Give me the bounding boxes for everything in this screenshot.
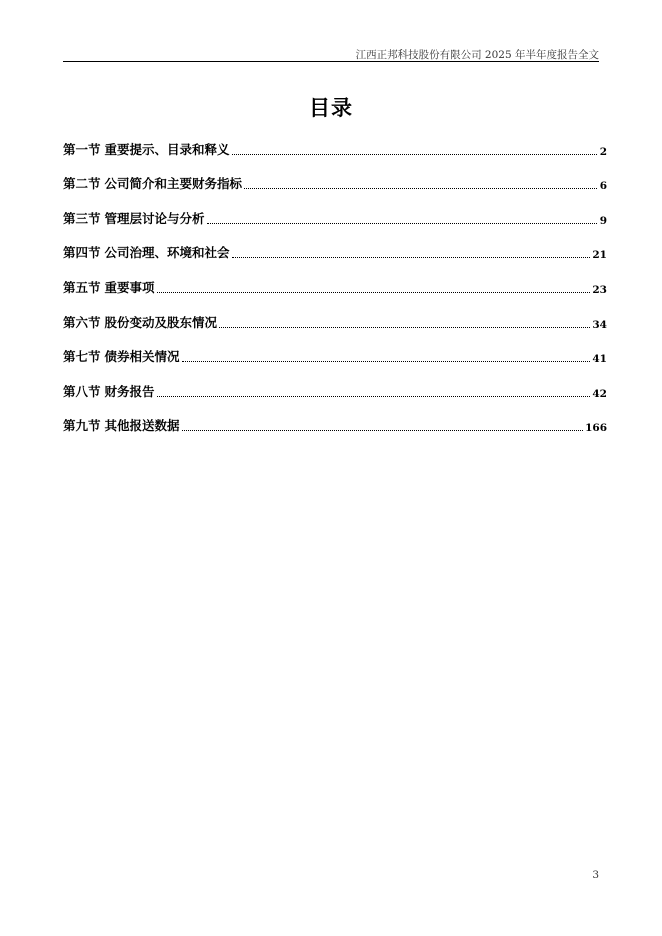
toc-section-name: 管理层讨论与分析	[104, 210, 205, 226]
toc-section-name: 重要提示、目录和释义	[104, 141, 230, 157]
page-number: 3	[592, 869, 599, 881]
toc-entry-label	[63, 347, 180, 365]
toc-section-number: 第九节	[63, 418, 101, 434]
toc-entry-label	[63, 278, 155, 296]
toc-entry[interactable]	[63, 162, 607, 197]
dot-leader	[182, 430, 584, 431]
toc-entry[interactable]	[63, 196, 607, 231]
toc-entry-label	[63, 174, 242, 192]
dot-leader	[157, 396, 591, 397]
toc-section-name: 财务报告	[104, 383, 155, 399]
toc-page-number: 41	[592, 353, 607, 366]
header-divider	[63, 61, 599, 62]
toc-page-number: 9	[599, 214, 607, 227]
toc-page-number: 21	[592, 249, 607, 262]
toc-section-name: 其他报送数据	[104, 418, 180, 434]
running-header: 江西正邦科技股份有限公司 2025 年半年度报告全文	[355, 49, 599, 61]
toc-entry[interactable]	[63, 300, 607, 335]
toc-section-number: 第七节	[63, 349, 101, 365]
toc-section-name: 股份变动及股东情况	[104, 314, 218, 330]
table-of-contents	[63, 127, 607, 438]
toc-page-number: 2	[599, 145, 607, 158]
dot-leader	[182, 361, 591, 362]
dot-leader	[244, 188, 597, 189]
dot-leader	[157, 292, 591, 293]
toc-section-name: 重要事项	[104, 279, 155, 295]
toc-entry[interactable]	[63, 231, 607, 266]
toc-section-number: 第二节	[63, 176, 101, 192]
toc-entry-label	[63, 382, 155, 400]
toc-page-number: 42	[592, 387, 607, 400]
dot-leader	[232, 257, 591, 258]
toc-page-number: 166	[585, 422, 607, 435]
toc-entry-label	[63, 243, 230, 261]
toc-entry[interactable]	[63, 404, 607, 439]
toc-entry[interactable]	[63, 369, 607, 404]
toc-title: 目录	[309, 96, 353, 120]
toc-page-number: 6	[599, 180, 607, 193]
toc-section-name: 公司治理、环境和社会	[104, 245, 230, 261]
toc-section-number: 第四节	[63, 245, 101, 261]
toc-section-name: 公司简介和主要财务指标	[104, 176, 243, 192]
toc-section-number: 第一节	[63, 141, 101, 157]
dot-leader	[232, 154, 597, 155]
dot-leader	[207, 223, 597, 224]
toc-section-number: 第三节	[63, 210, 101, 226]
dot-leader	[219, 327, 590, 328]
toc-section-number: 第五节	[63, 279, 101, 295]
toc-section-number: 第六节	[63, 314, 101, 330]
toc-page-number: 23	[592, 283, 607, 296]
toc-section-number: 第八节	[63, 383, 101, 399]
toc-entry[interactable]	[63, 265, 607, 300]
toc-section-name: 债券相关情况	[104, 349, 180, 365]
toc-entry-label	[63, 416, 180, 434]
toc-page-number: 34	[592, 318, 607, 331]
toc-entry[interactable]	[63, 335, 607, 370]
toc-entry-label	[63, 140, 230, 158]
toc-entry-label	[63, 209, 205, 227]
toc-entry[interactable]	[63, 127, 607, 162]
toc-entry-label	[63, 313, 217, 331]
